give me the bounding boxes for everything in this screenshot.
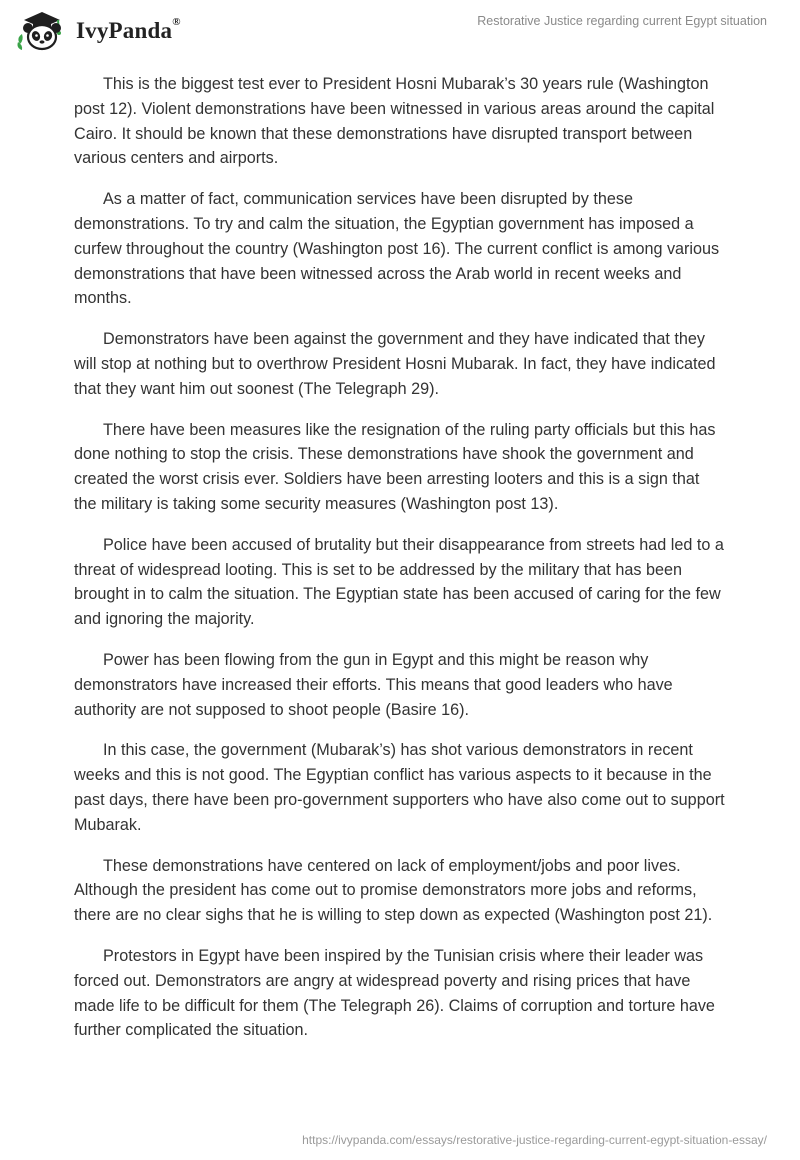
ivypanda-logo[interactable]	[14, 10, 181, 52]
document-title: Restorative Justice regarding current Egypt situation	[477, 14, 767, 28]
paragraph: This is the biggest test ever to President Hosni Mubarak’s 30 years rule (Washington post 12). Violent demonstrations have been witnessed in various areas around the capital Cairo. It should be known that these demonstrations have disrupted transport between various centers and airports.	[74, 75, 715, 168]
page-header	[0, 0, 800, 60]
brand-name: IvyPanda®	[76, 16, 181, 43]
paragraph: As a matter of fact, communication services have been disrupted by these demonstrations. To try and calm the situation, the Egyptian government has imposed a curfew throughout the country (Washington post 16). The current conflict is among various demonstrations that have been witnessed across the Arab world in recent weeks and months.	[74, 190, 720, 308]
paragraph: In this case, the government (Mubarak’s) has shot various demonstrators in recent weeks and this is not good. The Egyptian conflict has various aspects to it because in the past days, there have been pro-government supporters who have also come out to support Mubarak.	[74, 741, 725, 834]
paragraph: There have been measures like the resignation of the ruling party officials but this has done nothing to stop the crisis. These demonstrations have shook the government and created the worst crisis ever. Soldiers have been arresting looters and this is a sign that the military is taking some security measures (Washington post 13).	[74, 420, 716, 513]
paragraph: These demonstrations have centered on lack of employment/jobs and poor lives. Although the president has come out to promise demonstrators more jobs and reforms, there are no clear sighs that he is willing to step down as expected (Washington post 21).	[74, 856, 713, 925]
panda-graduate-icon	[14, 10, 70, 52]
essay-body	[74, 72, 726, 1059]
paragraph: Power has been flowing from the gun in Egypt and this might be reason why demonstrators have increased their efforts. This means that good leaders who have authority are not supposed to shoot people (Basire 16).	[74, 650, 673, 719]
paragraph: Demonstrators have been against the government and they have indicated that they will stop at nothing but to overthrow President Hosni Mubarak. In fact, they have indicated that they want him out soonest (The Telegraph 29).	[74, 330, 716, 398]
source-url[interactable]: https://ivypanda.com/essays/restorative-justice-regarding-current-egypt-situation-essay/	[302, 1133, 767, 1147]
paragraph: Protestors in Egypt have been inspired by the Tunisian crisis where their leader was forced out. Demonstrators are angry at widespread poverty and rising prices that have made life to be difficult for them (The Telegraph 26). Claims of corruption and torture have further complicated the situation.	[74, 946, 715, 1040]
paragraph: Police have been accused of brutality but their disappearance from streets had led to a threat of widespread looting. This is set to be addressed by the military that has been brought in to calm the situation. The Egyptian state has been accused of caring for the few and ignoring the majority.	[74, 535, 724, 629]
